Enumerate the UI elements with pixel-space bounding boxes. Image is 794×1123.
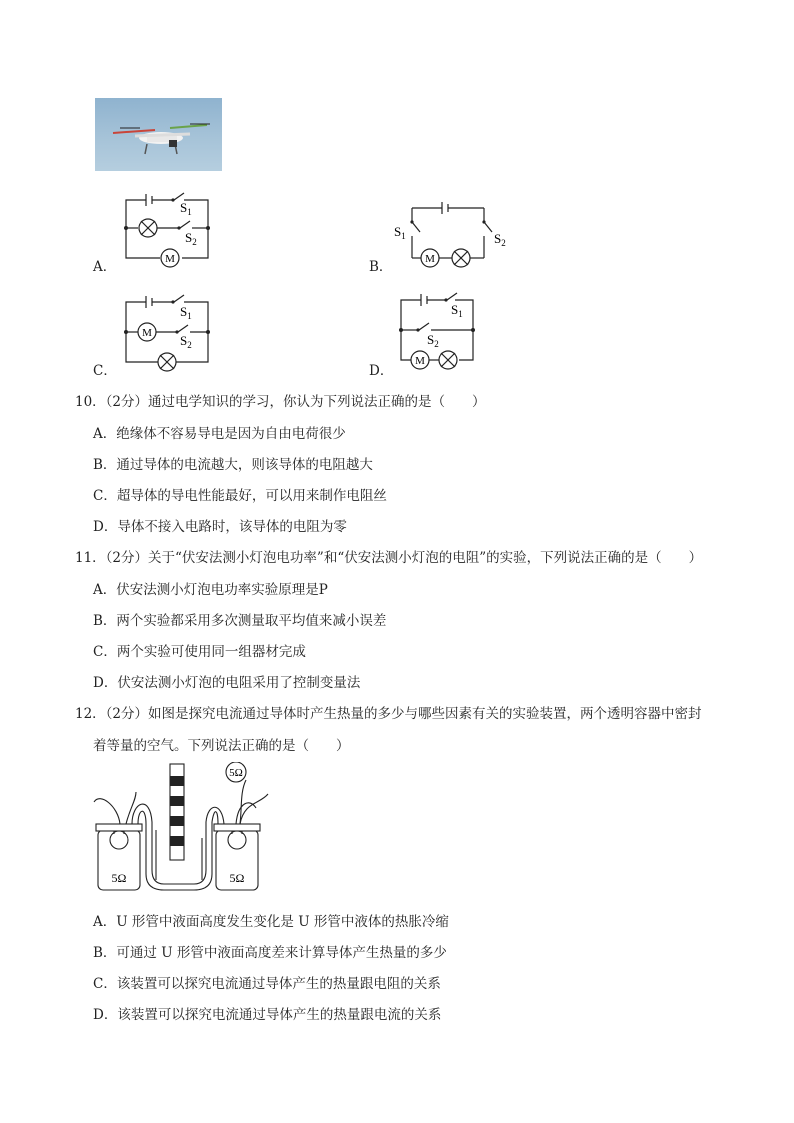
circuit-a [100, 188, 220, 268]
svg-text:S2: $S_2$ [494, 231, 506, 248]
q11-option-d: D．伏安法测小灯泡的电阻采用了控制变量法 [93, 675, 361, 691]
right-resistor-label: 5Ω [229, 871, 245, 885]
option-b-label: B． [369, 259, 393, 275]
q11-option-a: A．伏安法测小灯泡电功率实验原理是P [93, 582, 328, 598]
svg-text:M: M [142, 327, 152, 339]
svg-text:S1: $S_1$ [180, 200, 192, 217]
svg-text:S2: $S_2$ [185, 230, 197, 247]
top-resistor-label: 5Ω [229, 767, 243, 779]
option-c-label: C． [93, 363, 117, 379]
option-a-label: A． [93, 259, 117, 275]
q11-stem: 11．（2分）关于“伏安法测小灯泡电功率”和“伏安法测小灯泡的电阻”的实验，下列说法正确的是（ ） [75, 550, 703, 566]
q12-stem-line1: 12．（2分）如图是探究电流通过导体时产生热量的多少与哪些因素有关的实验装置，两个透明容器中密封 [75, 706, 702, 722]
svg-text:S2: $S_2$ [180, 333, 192, 350]
q10-option-c: C．超导体的导电性能最好，可以用来制作电阻丝 [93, 488, 387, 504]
svg-text:S1: $S_1$ [394, 224, 406, 241]
svg-text:S1: $S_1$ [451, 302, 463, 319]
q12-option-a: A．U 形管中液面高度发生变化是 U 形管中液体的热胀冷缩 [93, 914, 449, 930]
svg-text:M: M [425, 253, 435, 265]
q10-option-a: A．绝缘体不容易导电是因为自由电荷很少 [93, 426, 346, 442]
q12-option-b: B．可通过 U 形管中液面高度差来计算导体产生热量的多少 [93, 945, 447, 961]
q12-stem-line2: 着等量的空气。下列说法正确的是（ ） [93, 738, 350, 754]
q11-option-b: B．两个实验都采用多次测量取平均值来减小误差 [93, 613, 387, 629]
left-resistor-label: 5Ω [111, 871, 127, 885]
q10-option-b: B．通过导体的电流越大，则该导体的电阻越大 [93, 457, 373, 473]
q11-option-c: C．两个实验可使用同一组器材完成 [93, 644, 306, 660]
q10-option-d: D．导体不接入电路时，该导体的电阻为零 [93, 519, 347, 535]
motor-symbol: M [165, 253, 175, 265]
svg-text:S1: $S_1$ [180, 304, 192, 321]
option-d-label: D． [369, 363, 394, 379]
heat-experiment-figure [90, 762, 280, 897]
svg-text:M: M [415, 355, 425, 367]
q10-stem: 10．（2分）通过电学知识的学习，你认为下列说法正确的是（ ） [75, 394, 486, 410]
q12-option-c: C．该装置可以探究电流通过导体产生的热量跟电阻的关系 [93, 976, 441, 992]
drone-photo [95, 98, 222, 171]
svg-text:S2: $S_2$ [427, 332, 439, 349]
q12-option-d: D．该装置可以探究电流通过导体产生的热量跟电流的关系 [93, 1007, 442, 1023]
